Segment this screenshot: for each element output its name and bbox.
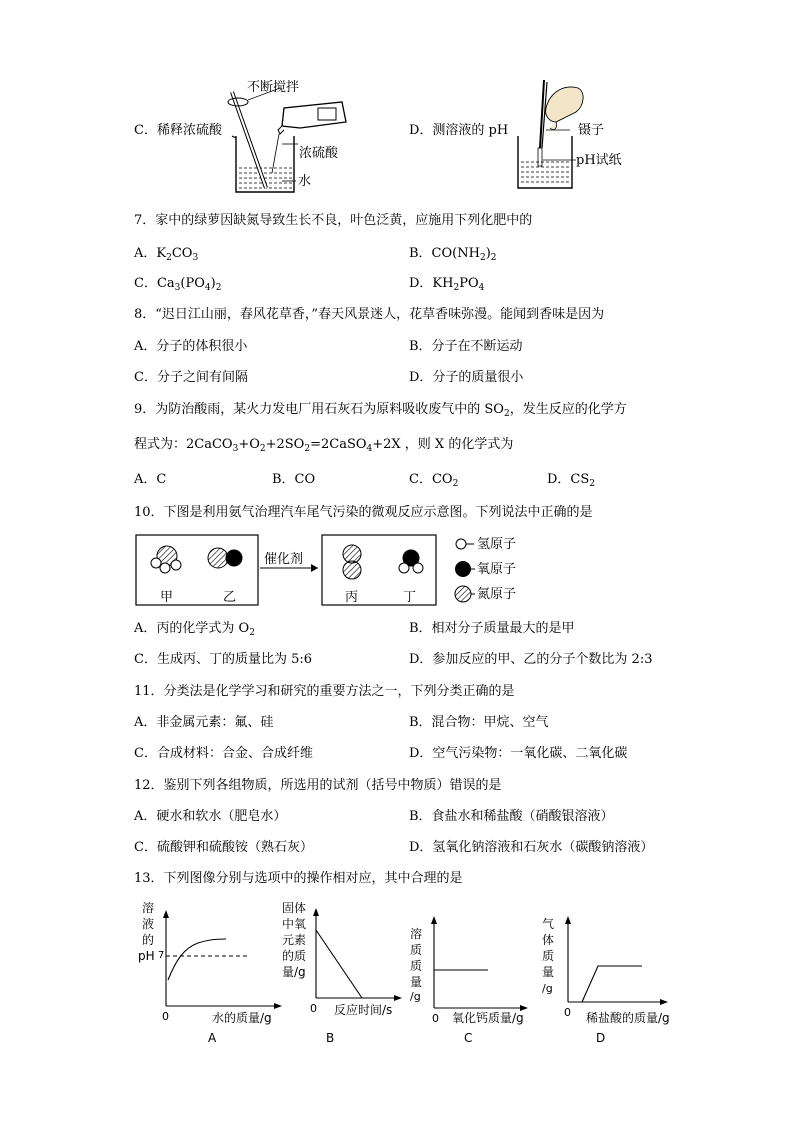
chart-a-origin: 0 [162,1010,169,1023]
q9-option-d: D．$CS_2$ [547,472,596,489]
chart-c-ylabel-1: 溶 [410,927,423,941]
q9-equation: 程式为：$2CaCO_3+O_2+2SO_2=2CaSO_4+2X$ ，则 X 的化学式为 [134,437,514,454]
q8-option-a: A．分子的体积很小 [134,339,248,354]
q12-option-c: C．硫酸钾和硫酸铵（熟石灰） [134,840,313,855]
chart-d-ylabel-1: 气 [542,917,555,931]
chart-b-origin: 0 [310,1002,317,1015]
q12-stem: 12．鉴别下列各组物质，所选用的试剂（括号中物质）错误的是 [134,778,502,793]
q8-option-c: C．分子之间有间隔 [134,370,248,385]
chart-c-ylabel-2: 质 [410,943,423,957]
chart-c-ylabel-5: /g [410,990,421,1003]
chart-a-ylabel-1: 溶 [142,901,155,915]
reactant-jia-label: 甲 [160,590,174,605]
q8-stem: 8．“迟日江山丽，春风花草香，”春天风景迷人，花草香味弥漫。能闻到香味是因为 [134,307,605,322]
chart-d-ylabel-2: 体 [542,933,555,947]
product-ding-label: 丁 [403,590,417,605]
chart-b-xlabel: 反应时间/s [334,1003,393,1017]
chart-b-ylabel-3: 元素 [282,933,307,947]
q10-stem: 10．下图是利用氨气治理汽车尾气污染的微观反应示意图。下列说法中正确的是 [134,505,593,520]
reactant-yi-label: 乙 [223,590,237,605]
q11-option-c: C．合成材料：合金、合成纤维 [134,746,313,761]
legend-nitrogen: 氮原子 [477,587,517,602]
chart-a-label: A [208,1031,217,1045]
chart-a-ylabel-2: 液 [142,917,155,931]
option-d-label: D．测溶液的 pH [409,123,509,138]
q13-stem: 13．下列图像分别与选项中的操作相对应，其中合理的是 [134,871,463,886]
water-label: 水 [298,174,312,189]
chart-c-label: C [464,1031,473,1045]
chart-a-mark-7: 7 [158,950,165,961]
chart-a-ylabel-4: pH [138,949,155,963]
product-bing-label: 丙 [345,590,359,605]
chart-a-xlabel: 水的质量/g [212,1011,272,1025]
option-c-label: C．稀释浓硫酸 [134,123,222,138]
q7-option-d: D．$KH_2PO_4$ [409,276,485,293]
chart-b-ylabel-5: 量/g [282,965,306,979]
q7-option-a: A．$K_2CO_3$ [134,246,199,263]
ph-paper-label: pH试纸 [576,153,622,168]
chart-b-ylabel-2: 中氧 [282,917,307,931]
q10-option-a: A．丙的化学式为 $O_2$ [134,621,255,638]
legend-hydrogen: 氢原子 [477,537,517,552]
q11-option-a: A．非金属元素：氟、硅 [134,715,274,730]
q12-option-b: B．食盐水和稀盐酸（硝酸银溶液） [409,809,614,824]
q12-option-d: D．氢氧化钠溶液和石灰水（碳酸钠溶液） [409,840,654,855]
chart-d-xlabel: 稀盐酸的质量/g [586,1011,670,1025]
q8-option-b: B．分子在不断运动 [409,339,523,354]
chart-d-origin: 0 [564,1006,571,1019]
chart-b [278,898,408,1048]
ph-test-apparatus [512,78,622,194]
q11-option-b: B．混合物：甲烷、空气 [409,715,549,730]
chart-c-xlabel: 氧化钙质量/g [452,1011,524,1025]
chart-c-origin: 0 [432,1012,439,1025]
q7-option-c: C．$Ca_3(PO_4)_2$ [134,276,222,293]
chart-a-ylabel-3: 的 [142,933,155,947]
chart-d [536,898,686,1048]
chart-b-label: B [326,1031,335,1045]
q12-option-a: A．硬水和软水（肥皂水） [134,809,287,824]
chart-b-ylabel-4: 的质 [282,949,307,963]
q11-option-d: D．空气污染物：一氧化碳、二氧化碳 [409,746,628,761]
q9-option-a: A．C [134,472,167,487]
conc-acid-label: 浓硫酸 [299,146,339,161]
chart-a [136,898,286,1048]
chart-c [404,898,534,1048]
q9-stem: 9．为防治酸雨，某火力发电厂用石灰石为原料吸收废气中的 $SO_2$，发生反应的化学方 [134,402,627,419]
chart-d-ylabel-4: 量 [542,965,555,979]
tweezers-label: 镊子 [578,123,605,138]
q9-option-c: C．$CO_2$ [409,472,459,489]
chart-c-ylabel-3: 质 [410,959,423,973]
q10-option-d: D．参加反应的甲、乙的分子个数比为 2:3 [409,652,653,667]
q8-option-d: D．分子的质量很小 [409,370,524,385]
q10-option-b: B．相对分子质量最大的是甲 [409,621,575,636]
q7-stem: 7．家中的绿萝因缺氮导致生长不良，叶色泛黄，应施用下列化肥中的 [134,213,533,228]
q11-stem: 11．分类法是化学学习和研究的重要方法之一，下列分类正确的是 [134,684,515,699]
chart-c-ylabel-4: 量 [410,975,423,989]
chart-b-ylabel-1: 固体 [282,901,307,915]
catalyst-label: 催化剂 [264,552,304,567]
chart-d-ylabel-3: 质 [542,949,555,963]
chart-d-ylabel-5: /g [542,982,553,995]
q7-option-b: B．$CO(NH_2)_2$ [409,246,497,263]
q10-option-c: C．生成丙、丁的质量比为 5:6 [134,652,313,667]
q9-option-b: B．CO [272,472,316,487]
legend-oxygen: 氧原子 [477,562,517,577]
chart-d-label: D [596,1031,606,1045]
stir-label: 不断搅拌 [247,80,300,95]
